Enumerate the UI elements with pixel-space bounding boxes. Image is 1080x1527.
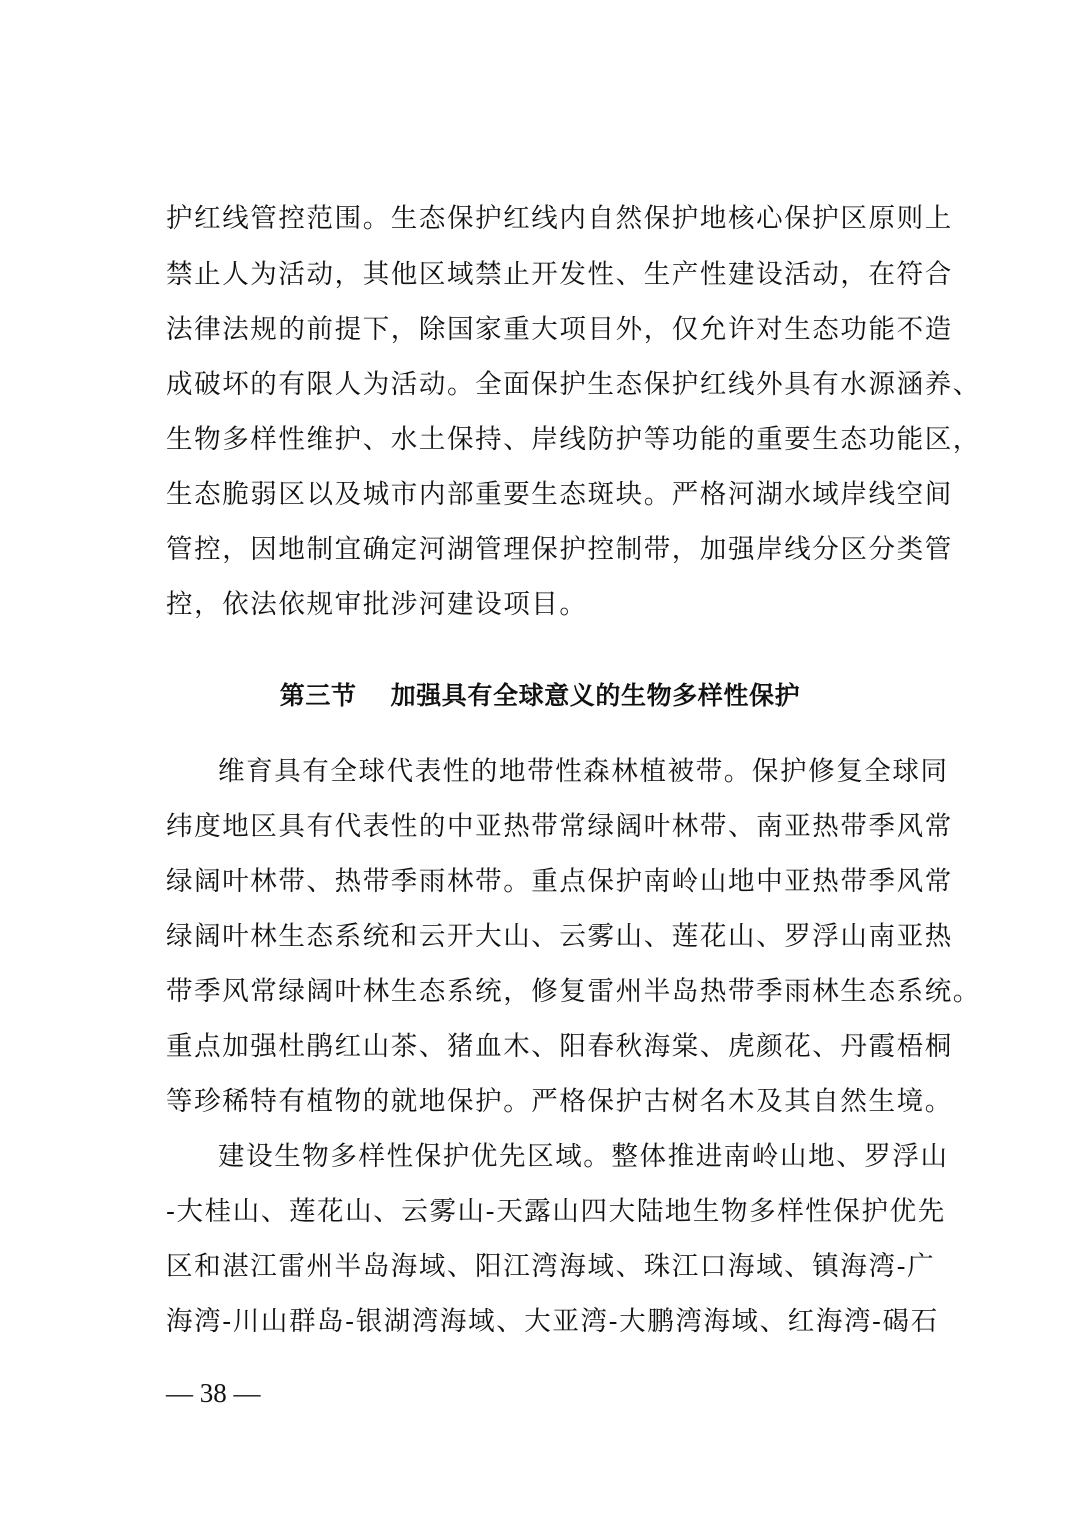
text-line: 绿阔叶林生态系统和云开大山、云雾山、莲花山、罗浮山南亚热 (166, 921, 953, 952)
text-line: 生态脆弱区以及城市内部重要生态斑块。严格河湖水域岸线空间 (166, 479, 953, 510)
text-line: 重点加强杜鹃红山茶、猪血木、阳春秋海棠、虎颜花、丹霞梧桐 (166, 1031, 953, 1062)
page-number: — 38 — (166, 1378, 261, 1408)
text-line: 带季风常绿阔叶林生态系统，修复雷州半岛热带季雨林生态系统。 (166, 976, 981, 1007)
text-line: 维育具有全球代表性的地带性森林植被带。保护修复全球同 (218, 756, 949, 787)
text-line: 建设生物多样性保护优先区域。整体推进南岭山地、罗浮山 (218, 1141, 949, 1172)
text-line: 成破坏的有限人为活动。全面保护生态保护红线外具有水源涵养、 (166, 369, 981, 400)
text-line: 控，依法依规审批涉河建设项目。 (166, 589, 588, 620)
section-number: 第三节 (279, 681, 357, 710)
text-line: 生物多样性维护、水土保持、岸线防护等功能的重要生态功能区， (166, 424, 981, 455)
text-line: 禁止人为活动，其他区域禁止开发性、生产性建设活动，在符合 (166, 259, 953, 290)
text-line: 法律法规的前提下，除国家重大项目外，仅允许对生态功能不造 (166, 314, 953, 345)
section-title: 加强具有全球意义的生物多样性保护 (390, 681, 801, 710)
text-line: 绿阔叶林带、热带季雨林带。重点保护南岭山地中亚热带季风常 (166, 866, 953, 897)
text-line: 纬度地区具有代表性的中亚热带常绿阔叶林带、南亚热带季风常 (166, 811, 953, 842)
text-line: -大桂山、莲花山、云雾山-天露山四大陆地生物多样性保护优先 (166, 1196, 946, 1227)
text-line: 区和湛江雷州半岛海域、阳江湾海域、珠江口海域、镇海湾-广 (166, 1251, 936, 1282)
text-line: 海湾-川山群岛-银湖湾海域、大亚湾-大鹏湾海域、红海湾-碣石 (166, 1306, 939, 1337)
text-line: 护红线管控范围。生态保护红线内自然保护地核心保护区原则上 (166, 203, 953, 234)
text-line: 管控，因地制宜确定河湖管理保护控制带，加强岸线分区分类管 (166, 534, 953, 565)
text-line: 等珍稀特有植物的就地保护。严格保护古树名木及其自然生境。 (166, 1086, 953, 1117)
section-heading (0, 676, 1080, 716)
